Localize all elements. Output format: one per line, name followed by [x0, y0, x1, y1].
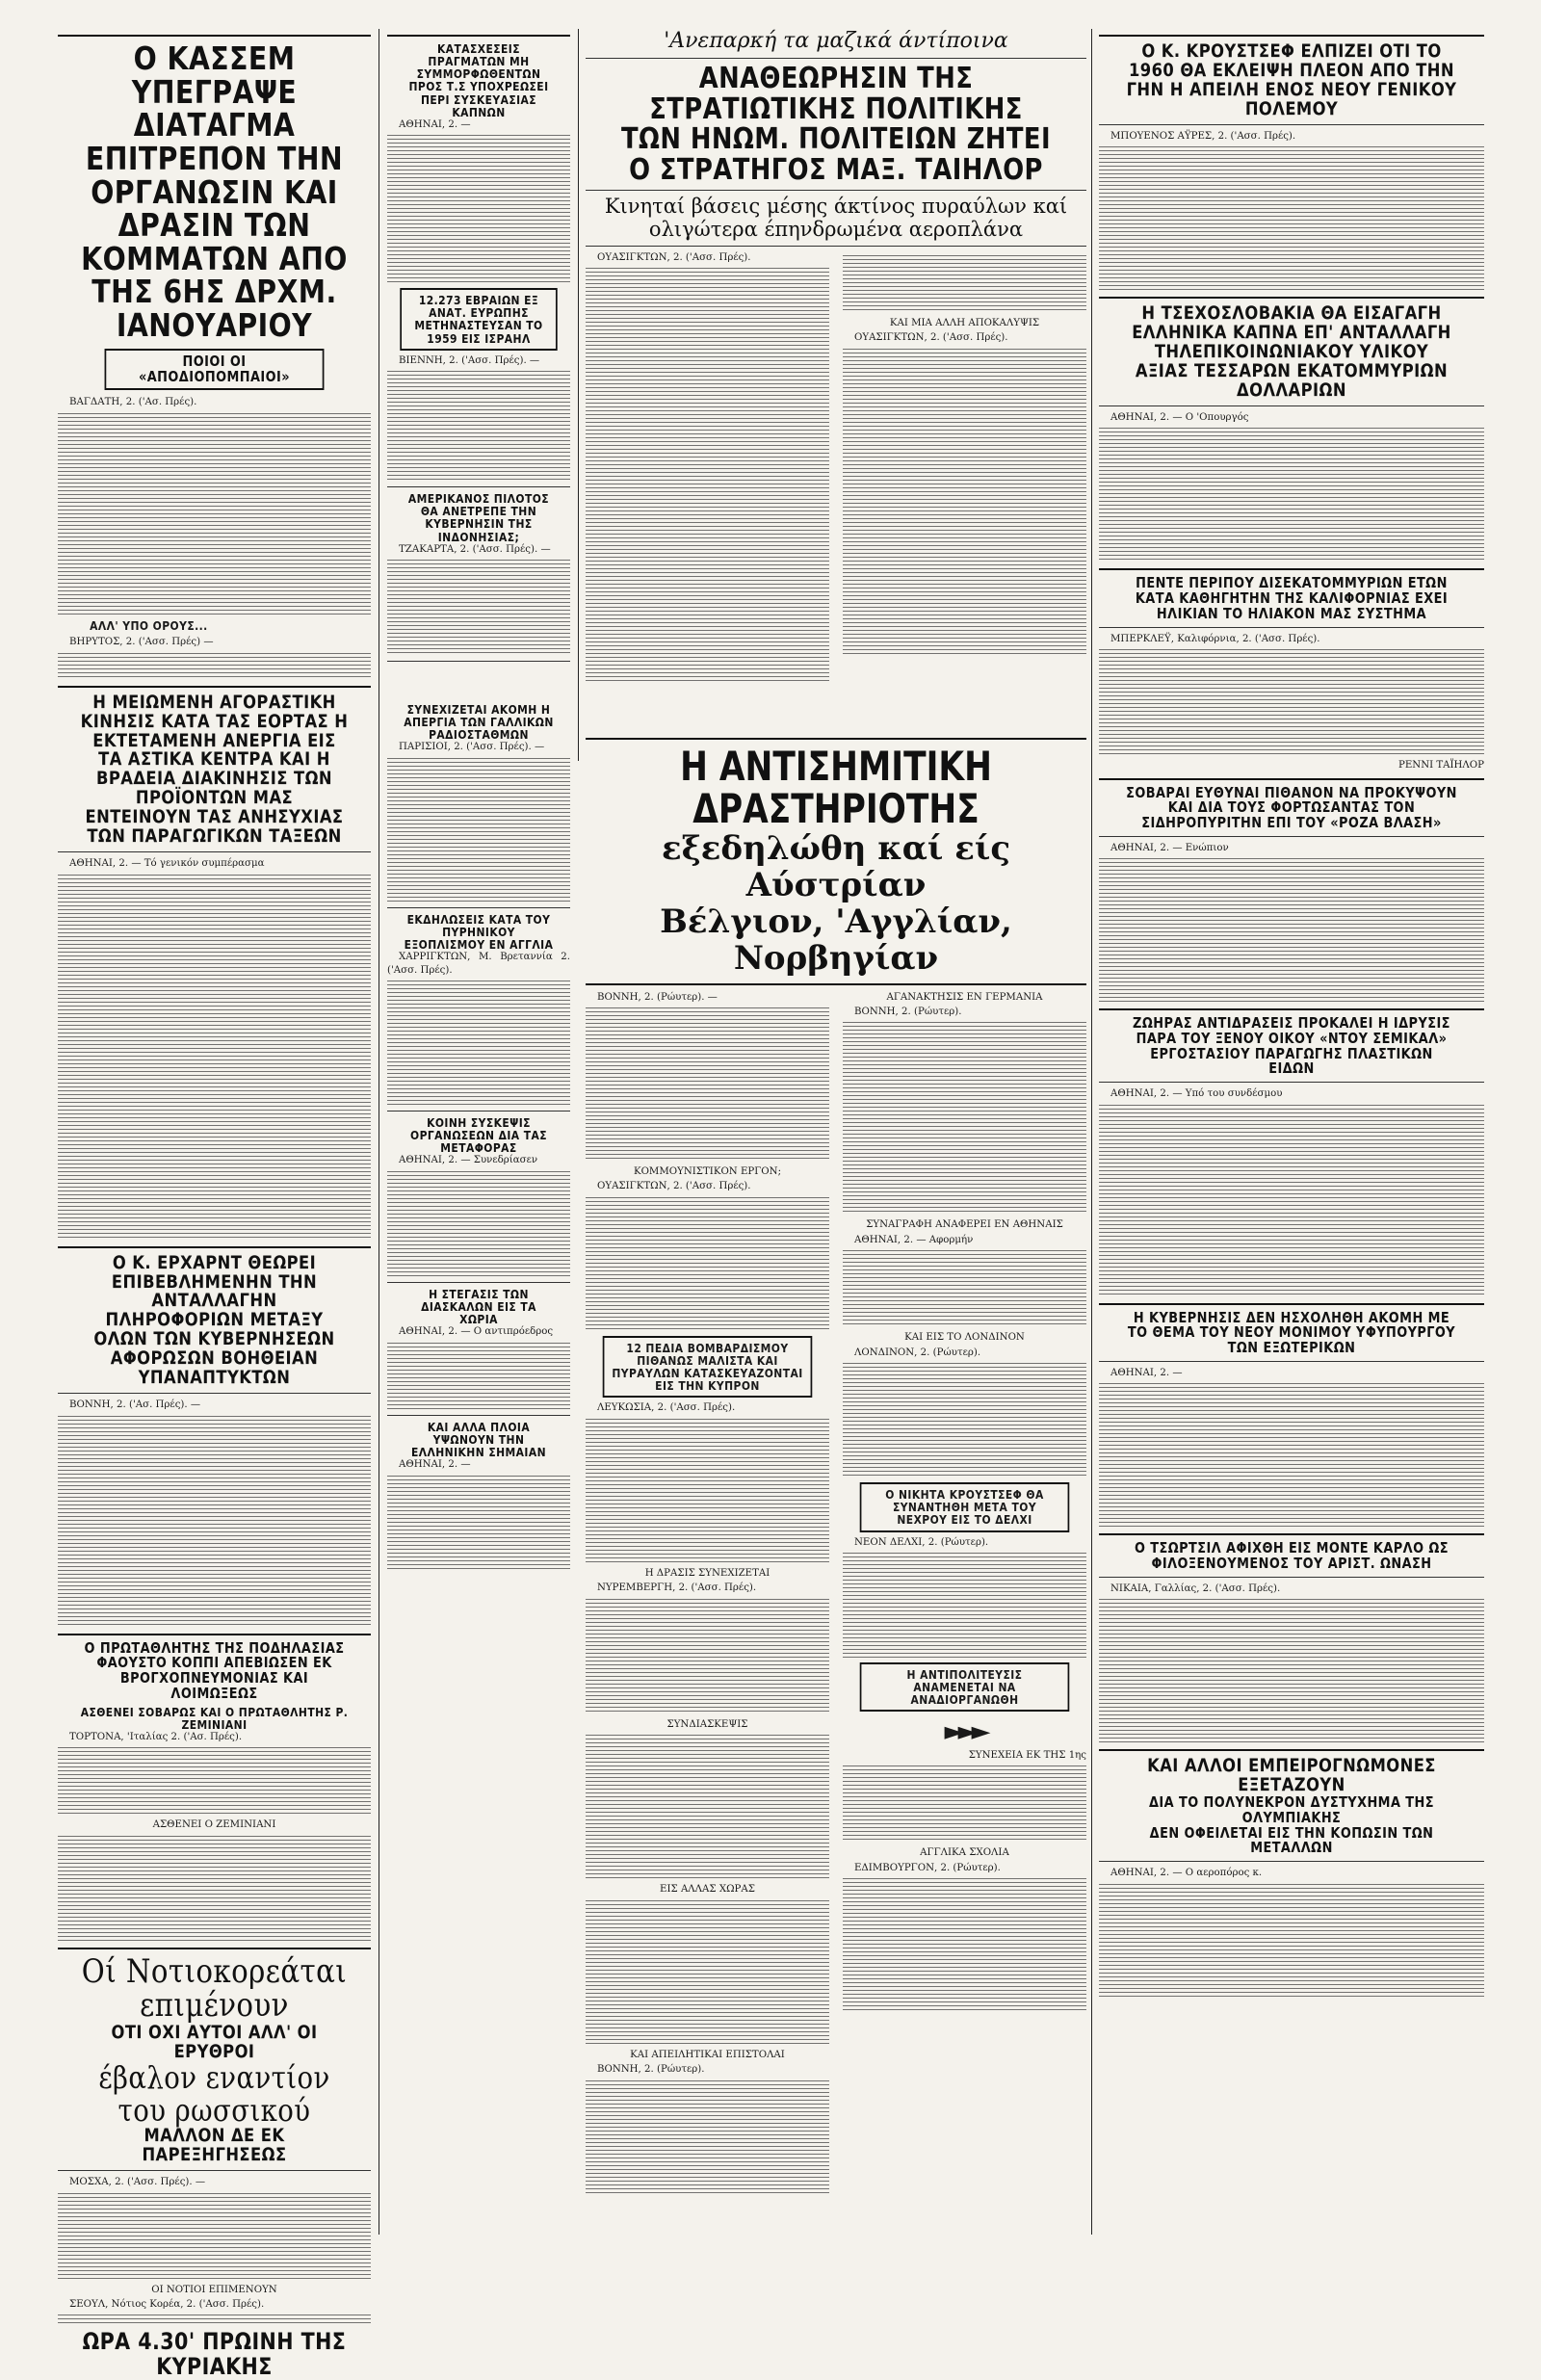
headline-housing: Η ΣΤΕΓΑΣΙΣ ΤΩΝ ΔΙΑΣΚΑΛΩΝ ΕΙΣ ΤΑ ΧΩΡΙΑ: [421, 1286, 536, 1327]
dateline: ΛΟΝΔΙΝΟΝ, 2. (Ρώυτερ).: [854, 1347, 981, 1358]
article-erhard: [58, 1399, 371, 1627]
dateline: ΣΕΟΥΛ, Νότιος Κορέα, 2. ('Ασσ. Πρές).: [69, 2298, 265, 2310]
headline-ships: ΚΑΙ ΑΛΛΑ ΠΛΟΙΑ ΥΨΩΝΟΥΝ ΤΗΝ ΕΛΛΗΝΙΚΗΝ ΣΗΜΑΙΑΝ: [410, 1419, 547, 1460]
byline: ΡΕΝΝΙ ΤΑΪΗΛΟΡ: [1397, 760, 1484, 772]
column-rule: [1091, 29, 1092, 2235]
subhead-kassem: ΠΟΙΟΙ ΟΙ «ΑΠΟΔΙΟΠΟΜΠΑΙΟΙ»: [105, 349, 325, 391]
column-right: [1099, 29, 1484, 2003]
headline-korea-4: ΜΑΛΛΟΝ ΔΕ ΕΚ ΠΑΡΕΞΗΓΗΣΕΩΣ: [142, 2125, 287, 2166]
dateline: ΠΑΡΙΣΙΟΙ, 2. ('Ασσ. Πρές). —: [399, 742, 545, 753]
headline-missiles: ΑΝΑΘΕΩΡΗΣΙΝ ΤΗΣ ΣΤΡΑΤΙΩΤΙΚΗΣ ΠΟΛΙΤΙΚΗΣ ΤΩΝ ΗΝΩΜ. ΠΟΛΙΤΕΙΩΝ ΖΗΤΕΙ Ο ΣΤΡΑΤΗΓΟΣ ΜΑΞ. ΤΑΙΗΛΟΡ: [621, 62, 1051, 187]
article-antisemitic: [586, 991, 829, 2200]
article-coppi: [58, 1731, 371, 1942]
article-krushchev-war: [1099, 130, 1484, 291]
dateline: ΒΟΝΝΗ, 2. (Ρώυτερ).: [597, 2064, 705, 2076]
inner-headline: ΚΟΜΜΟΥΝΙΣΤΙΚΟΝ ΕΡΓΟΝ;: [633, 1165, 782, 1177]
dateline: ΜΠΟΥΕΝΟΣ ΑΫΡΕΣ, 2. ('Ασσ. Πρές).: [1110, 130, 1296, 142]
subhead-antisemitic-1: εξεδηλώθη καί είς Αύστρίαν: [661, 829, 1011, 905]
article-pilot: [387, 543, 570, 656]
headline-convicts: ΚΑΤΑΣΧΕΣΕΙΣ ΠΡΑΓΜΑΤΩΝ ΜΗ ΣΥΜΜΟΡΦΩΘΕΝΤΩΝ ΠΡΟΣ Τ.Σ ΥΠΟΧΡΕΩΣΕΙ ΠΕΡΙ ΣΥΣΚΕΥΑΣΙΑΣ ΚΑΠΝΩΝ: [408, 41, 549, 119]
headline-korea-2: ΟΤΙ ΟΧΙ ΑΥΤΟΙ ΑΛΛ' ΟΙ ΕΡΥΘΡΟΙ: [111, 2022, 318, 2063]
dateline: ΝΥΡΕΜΒΕΡΓΗ, 2. ('Ασσ. Πρές).: [597, 1582, 757, 1594]
article-olympic: [1099, 1867, 1484, 1999]
article-holiday: [58, 857, 371, 1240]
subhead-coppi: ΑΣΘΕΝΕΙ ΣΟΒΑΡΩΣ ΚΑΙ Ο ΠΡΩΤΑΘΛΗΤΗΣ Ρ. ΖΕΜΙΝΙΑΝΙ: [80, 1704, 349, 1732]
dateline: ΒΗΡΥΤΟΣ, 2. ('Ασσ. Πρές) —: [69, 637, 214, 648]
headline-roza: ΣΟΒΑΡΑΙ ΕΥΘΥΝΑΙ ΠΙΘΑΝΟΝ ΝΑ ΠΡΟΚΥΨΟΥΝ ΚΑΙ ΔΙΑ ΤΟΥΣ ΦΟΡΤΩΣΑΝΤΑΣ ΤΟΝ ΣΙΔΗΡΟΠΥΡΙΤΗΝ ΕΠΙ ΤΟΥ «ΡΟΖΑ ΒΛΑΣΗ»: [1126, 783, 1457, 831]
dateline: ΟΥΑΣΙΓΚΤΩΝ, 2. ('Ασσ. Πρές).: [597, 1181, 751, 1192]
article-korea: [58, 2176, 371, 2326]
headline-krushchev-nehru: Ο ΝΙΚΗΤΑ ΚΡΟΥΣΤΣΕΦ ΘΑ ΣΥΝΑΝΤΗΘΗ ΜΕΤΑ ΤΟΥ ΝΕΧΡΟΥ ΕΙΣ ΤΟ ΔΕΛΧΙ: [860, 1482, 1070, 1531]
article-strike: [387, 741, 570, 902]
dateline: ΜΠΕΡΚΛΕΫ, Καλιφόρνια, 2. ('Ασσ. Πρές).: [1110, 633, 1320, 644]
headline-kassem: Ο ΚΑΣΣΕΜ ΥΠΕΓΡΑΨΕ ΔΙΑΤΑΓΜΑ ΕΠΙΤΡΕΠΟΝ ΤΗΝ ΟΡΓΑΝΩΣΙΝ ΚΑΙ ΔΡΑΣΙΝ ΤΩΝ ΚΟΜΜΑΤΩΝ ΑΠΟ ΤΗΣ 6ΗΣ ΔΡΧΜ. ΙΑΝΟΥΑΡΙΟΥ: [81, 39, 348, 345]
dateline: ΟΥΑΣΙΓΚΤΩΝ, 2. ('Ασσ. Πρές).: [597, 252, 751, 264]
headline-olympic-1: ΚΑΙ ΑΛΛΟΙ ΕΜΠΕΙΡΟΓΝΩΜΟΝΕΣ ΕΞΕΤΑΖΟΥΝ: [1147, 1755, 1436, 1796]
article-tobacco: [1099, 411, 1484, 562]
article-convicts: [387, 118, 570, 284]
headline-tobacco: Η ΤΣΕΧΟΣΛΟΒΑΚΙΑ ΘΑ ΕΙΣΑΓΑΓΗ ΕΛΛΗΝΙΚΑ ΚΑΠΝΑ ΕΠ' ΑΝΤΑΛΛΑΓΗ ΤΗΛΕΠΙΚΟΙΝΩΝΙΑΚΟΥ ΥΛΙΚΟΥ ΑΞΙΑΣ ΤΕΣΣΑΡΩΝ ΕΚΑΤΟΜΜΥΡΙΩΝ ΔΟΛΛΑΡΙΩΝ: [1132, 302, 1451, 401]
headline-plastics: ΖΩΗΡΑΣ ΑΝΤΙΔΡΑΣΕΙΣ ΠΡΟΚΑΛΕΙ Η ΙΔΡΥΣΙΣ ΠΑΡΑ ΤΟΥ ΞΕΝΟΥ ΟΙΚΟΥ «ΝΤΟΥ ΣΕΜΙΚΑΛ» ΕΡΓΟΣΤΑΣΙΟΥ ΠΑΡΑΓΩΓΗΣ ΠΛΑΣΤΙΚΩΝ ΕΙΔΩΝ: [1133, 1014, 1450, 1078]
headline-nuclear: ΕΚΔΗΛΩΣΕΙΣ ΚΑΤΑ ΤΟΥ ΠΥΡΗΝΙΚΟΥ ΕΞΟΠΛΙΣΜΟΥ ΕΝ ΑΓΓΛΙΑ: [404, 911, 554, 953]
headline-coppi: Ο ΠΡΩΤΑΘΛΗΤΗΣ ΤΗΣ ΠΟΔΗΛΑΣΙΑΣ ΦΑΟΥΣΤΟ ΚΟΠΠΙ ΑΠΕΒΙΩΣΕΝ ΕΚ ΒΡΟΓΧΟΠΝΕΥΜΟΝΙΑΣ ΚΑΙ ΛΟΙΜΩΞΕΩΣ: [84, 1638, 345, 1702]
dateline: ΒΟΝΝΗ, 2. (Ρώυτερ). —: [597, 991, 718, 1003]
inner-headline: ΑΣΘΕΝΕΙ Ο ΖΕΜΙΝΙΑΝΙ: [152, 1819, 276, 1831]
headline-antisemitic: Η ΑΝΤΙΣΗΜΙΤΙΚΗ ΔΡΑΣΤΗΡΙΟΤΗΣ: [680, 743, 992, 833]
headline-olympic-3: ΔΕΝ ΟΦΕΙΛΕΤΑΙ ΕΙΣ ΤΗΝ ΚΟΠΩΣΙΝ ΤΩΝ ΜΕΤΑΛΛΩΝ: [1149, 1823, 1434, 1857]
arrows-icon: ►►►: [944, 1717, 985, 1747]
inner-headline: ΟΙ ΝΟΤΙΟΙ ΕΠΙΜΕΝΟΥΝ: [151, 2284, 277, 2295]
inner-headline: ΣΥΝΑΓΡΑΦΗ ΑΝΑΦΕΡΕΙ ΕΝ ΑΘΗΝΑΙΣ: [866, 1219, 1063, 1231]
column-left: [58, 29, 371, 2379]
headline-krushchev-war: Ο Κ. ΚΡΟΥΣΤΣΕΦ ΕΛΠΙΖΕΙ ΟΤΙ ΤΟ 1960 ΘΑ ΕΚΛΕΙΨΗ ΠΛΕΟΝ ΑΠΟ ΤΗΝ ΓΗΝ Η ΑΠΕΙΛΗ ΕΝΟΣ ΝΕΟΥ ΓΕΝΙΚΟΥ ΠΟΛΕΜΟΥ: [1126, 40, 1457, 119]
article-transport: [387, 1154, 570, 1276]
inner-headline: ΑΓΓΛΙΚΑ ΣΧΟΛΙΑ: [920, 1847, 1009, 1859]
dateline: ΑΘΗΝΑΙ, 2. — Ο αντιπρόεδρος: [399, 1326, 554, 1338]
dateline: ΑΘΗΝΑΙ, 2. — Αφορμήν: [854, 1234, 974, 1245]
dateline: ΟΥΑΣΙΓΚΤΩΝ, 2. ('Ασσ. Πρές).: [854, 332, 1008, 344]
dateline: ΜΟΣΧΑ, 2. ('Ασσ. Πρές). —: [69, 2177, 206, 2188]
dateline: ΑΘΗΝΑΙ, 2. — Υπό του συνδέσμου: [1110, 1088, 1283, 1100]
article-missiles-cont: [843, 251, 1086, 686]
headline-korea-3: έβαλον εναντίον του ρωσσικού: [98, 2059, 330, 2129]
dateline: ΤΟΡΤΟΝΑ, 'Ιταλίας 2. ('Ασ. Πρές).: [69, 1731, 243, 1742]
continued-label: ΣΥΝΕΧΕΙΑ ΕΚ ΤΗΣ 1ης: [968, 1749, 1086, 1761]
dateline: ΑΘΗΝΑΙ, 2. — Ο 'Οπουργός: [1110, 411, 1249, 423]
kicker-missiles: 'Ανεπαρκή τα μαζικά άντίποινα: [664, 29, 1008, 53]
dateline: ΑΘΗΝΑΙ, 2. —: [1110, 1367, 1183, 1378]
headline-onassis: Ο ΤΣΩΡΤΣΙΛ ΑΦΙΧΘΗ ΕΙΣ ΜΟΝΤΕ ΚΑΡΛΟ ΩΣ ΦΙΛΟΞΕΝΟΥΜΕΝΟΣ ΤΟΥ ΑΡΙΣΤ. ΩΝΑΣΗ: [1134, 1539, 1450, 1573]
headline-transport: ΚΟΙΝΗ ΣΥΣΚΕΨΙΣ ΟΡΓΑΝΩΣΕΩΝ ΔΙΑ ΤΑΣ ΜΕΤΑΦΟΡΑΣ: [409, 1115, 548, 1156]
dateline: ΧΑΡΡΙΓΚΤΩΝ, Μ. Βρεταννία 2. ('Ασσ. Πρές).: [387, 952, 570, 976]
headline-pilot: ΑΜΕΡΙΚΑΝΟΣ ΠΙΛΟΤΟΣ ΘΑ ΑΝΕΤΡΕΠΕ ΤΗΝ ΚΥΒΕΡΝΗΣΙΝ ΤΗΣ ΙΝΔΟΝΗΣΙΑΣ;: [407, 491, 550, 544]
inner-headline: ΕΙΣ ΑΛΛΑΣ ΧΩΡΑΣ: [660, 1884, 755, 1896]
dateline: ΒΟΝΝΗ, 2. (Ρώυτερ).: [854, 1006, 962, 1017]
inner-headline: ΑΛΛ' ΥΠΟ ΟΡΟΥΣ...: [90, 617, 208, 633]
headline-undersec: Η ΚΥΒΕΡΝΗΣΙΣ ΔΕΝ ΗΣΧΟΛΗΘΗ ΑΚΟΜΗ ΜΕ ΤΟ ΘΕΜΑ ΤΟΥ ΝΕΟΥ ΜΟΝΙΜΟΥ ΥΦΥΠΟΥΡΓΟΥ ΤΩΝ ΕΞΩΤΕΡΙΚΩΝ: [1127, 1308, 1456, 1357]
headline-solar: ΠΕΝΤΕ ΠΕΡΙΠΟΥ ΔΙΣΕΚΑΤΟΜΜΥΡΙΩΝ ΕΤΩΝ ΚΑΤΑ ΚΑΘΗΓΗΤΗΝ ΤΗΣ ΚΑΛΙΦΟΡΝΙΑΣ ΕΧΕΙ ΗΛΙΚΙΑΝ ΤΟ ΗΛΙΑΚΟΝ ΜΑΣ ΣΥΣΤΗΜΑ: [1135, 574, 1449, 622]
inner-headline: ΚΑΙ ΜΙΑ ΑΛΛΗ ΑΠΟΚΑΛΥΨΙΣ: [889, 318, 1040, 329]
inner-headline: Η ΔΡΑΣΙΣ ΣΥΝΕΧΙΖΕΤΑΙ: [644, 1567, 770, 1579]
article-kassem: [58, 396, 371, 679]
headline-jews: 12.273 ΕΒΡΑΙΩΝ ΕΞ ΑΝΑΤ. ΕΥΡΩΠΗΣ ΜΕΤΗΝΑΣΤΕΥΣΑΝ ΤΟ 1959 ΕΙΣ ΙΣΡΑΗΛ: [400, 288, 557, 351]
antisemitic-block: [586, 732, 1086, 2200]
article-ships: [387, 1458, 570, 1571]
headline-reprisals: Η ΑΝΤΙΠΟΛΙΤΕΥΣΙΣ ΑΝΑΜΕΝΕΤΑΙ ΝΑ ΑΝΑΔΙΟΡΓΑΝΩΘΗ: [860, 1662, 1070, 1712]
dateline: ΑΘΗΝΑΙ, 2. — Τό γενικόν συμπέρασμα: [69, 858, 265, 870]
inner-headline: ΣΥΝΔΙΑΣΚΕΨΙΣ: [666, 1718, 748, 1730]
dateline: ΑΘΗΝΑΙ, 2. — Ενώπιον: [1110, 842, 1229, 853]
headline-holiday: Η ΜΕΙΩΜΕΝΗ ΑΓΟΡΑΣΤΙΚΗ ΚΙΝΗΣΙΣ ΚΑΤΑ ΤΑΣ ΕΟΡΤΑΣ Η ΕΚΤΕΤΑΜΕΝΗ ΑΝΕΡΓΙΑ ΕΙΣ ΤΑ ΑΣΤΙΚΑ ΚΕΝΤΡΑ ΚΑΙ Η ΒΡΑΔΕΙΑ ΔΙΑΚΙΝΗΣΙΣ ΤΩΝ ΠΡΟΪΟΝΤΩΝ ΜΑΣ ΕΝΤΕΙΝΟΥΝ ΤΑΣ ΑΝΗΣΥΧΙΑΣ ΤΩΝ ΠΑΡΑΓΩΓΙΚΩΝ ΤΑΞΕΩΝ: [80, 691, 349, 848]
article-plastics: [1099, 1087, 1484, 1296]
dateline: ΑΘΗΝΑΙ, 2. — Συνεδρίασεν: [399, 1155, 538, 1166]
article-roza: [1099, 842, 1484, 1003]
inner-headline: ΚΑΙ ΕΙΣ ΤΟ ΛΟΝΔΙΝΟΝ: [904, 1332, 1025, 1344]
dateline: ΒΑΓΔΑΤΗ, 2. ('Ασ. Πρές).: [69, 397, 197, 408]
dateline: ΝΕΟΝ ΔΕΛΧΙ, 2. (Ρώυτερ).: [854, 1536, 989, 1548]
article-jews: [387, 354, 570, 482]
subhead-antisemitic-2: Βέλγιον, 'Αγγλίαν, Νορβηγίαν: [660, 902, 1012, 979]
article-missiles: [586, 251, 829, 686]
dateline: ΒΙΕΝΝΗ, 2. ('Ασσ. Πρές). —: [399, 354, 540, 366]
dateline: ΕΔΙΜΒΟΥΡΓΟΝ, 2. (Ρώυτερ).: [854, 1862, 1001, 1873]
subhead-missiles: Κινηταί βάσεις μέσης άκτίνος πυραύλων καί ολιγώτερα έπηνδρωμένα αεροπλάνα: [604, 195, 1068, 241]
dateline: ΤΖΑΚΑΡΤΑ, 2. ('Ασσ. Πρές). —: [399, 543, 551, 555]
dateline: ΛΕΥΚΩΣΙΑ, 2. ('Ασσ. Πρές).: [597, 1402, 736, 1414]
article-antisemitic-cont: [843, 991, 1086, 2200]
headline-olympic-2: ΔΙΑ ΤΟ ΠΟΛΥΝΕΚΡΟΝ ΔΥΣΤΥΧΗΜΑ ΤΗΣ ΟΛΥΜΠΙΑΚΗΣ: [1148, 1793, 1434, 1826]
headline-bombers: 12 ΠΕΔΙΑ ΒΟΜΒΑΡΔΙΣΜΟΥ ΠΙΘΑΝΩΣ ΜΑΛΙΣΤΑ ΚΑΙ ΠΥΡΑΥΛΩΝ ΚΑΤΑΣΚΕΥΑΖΟΝΤΑΙ ΕΙΣ ΤΗΝ ΚΥΠΡΟΝ: [603, 1336, 813, 1399]
column-narrow: [387, 29, 570, 667]
headline-erhard: Ο Κ. ΕΡΧΑΡΝΤ ΘΕΩΡΕΙ ΕΠΙΒΕΒΛΗΜΕΝΗΝ ΤΗΝ ΑΝΤΑΛΛΑΓΗΝ ΠΛΗΡΟΦΟΡΙΩΝ ΜΕΤΑΞΥ ΟΛΩΝ ΤΩΝ ΚΥΒΕΡΝΗΣΕΩΝ ΑΦΟΡΩΣΩΝ ΒΟΗΘΕΙΑΝ ΥΠΑΝΑΠΤΥΚΤΩΝ: [93, 1251, 335, 1389]
article-nuclear: [387, 951, 570, 1106]
dateline: ΒΟΝΝΗ, 2. ('Ασ. Πρές). —: [69, 1399, 201, 1411]
headline-korea-1: Οί Νοτιοκορεάται επιμένουν: [81, 1951, 348, 2026]
dateline: ΑΘΗΝΑΙ, 2. —: [399, 1459, 471, 1471]
inner-headline: ΚΑΙ ΑΠΕΙΛΗΤΙΚΑΙ ΕΠΙΣΤΟΛΑΙ: [630, 2049, 785, 2060]
article-housing: [387, 1325, 570, 1409]
dateline: ΑΘΗΝΑΙ, 2. — Ο αεροπόρος κ.: [1110, 1868, 1263, 1879]
article-solar: [1099, 633, 1484, 772]
dateline: ΑΘΗΝΑΙ, 2. —: [399, 118, 471, 130]
column-narrow-2: [387, 703, 570, 1576]
article-undersec: [1099, 1367, 1484, 1528]
column-rule: [578, 29, 579, 761]
article-onassis: [1099, 1582, 1484, 1743]
dateline: ΝΙΚΑΙΑ, Γαλλίας, 2. ('Ασσ. Πρές).: [1110, 1582, 1281, 1594]
headline-strike: ΣΥΝΕΧΙΖΕΤΑΙ ΑΚΟΜΗ Η ΑΠΕΡΓΙΑ ΤΩΝ ΓΑΛΛΙΚΩΝ ΡΑΔΙΟΣΤΑΘΜΩΝ: [404, 702, 554, 743]
headline-sunday: ΩΡΑ 4.30' ΠΡΩΙΝΗ ΤΗΣ ΚΥΡΙΑΚΗΣ: [82, 2328, 347, 2380]
inner-headline: ΑΓΑΝΑΚΤΗΣΙΣ ΕΝ ΓΕΡΜΑΝΙΑ: [886, 991, 1043, 1003]
column-center: [586, 29, 1086, 686]
